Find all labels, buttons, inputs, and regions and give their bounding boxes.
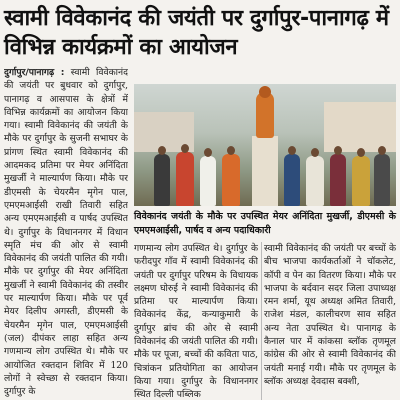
article-column-right: [264, 242, 396, 400]
news-photo: [134, 84, 396, 206]
article-text-middle: गणमान्य लोग उपस्थित थे। दुर्गापुर के फरीदपुर गाँव में स्वामी विवेकानंद की जयंती पर दुर्गापुर परिषम के विधायक लक्ष्मण घोरुई ने स्वामी विवेकानंद की प्रतिमा पर माल्यार्पण किया। विवेकानंद केंद्र, कन्याकुमारी के दुर्गापुर ब्रांच की ओर से स्वामी विवेकानंद की जयंती पालित की गयी। मौके पर पूजा, बच्चों की कविता पाठ, चित्रांकन प्रतियोगिता का आयोजन किया गया। दुर्गापुर के विधाननगर स्थित दिल्ली पब्लिक: [134, 243, 258, 400]
column-divider: [261, 242, 262, 400]
article-column-left: [4, 66, 128, 400]
article-text-left: स्वामी विवेकानंद की जयंती पर बुधवार को दुर्गापुर, पानागढ़ व आसपास के क्षेत्रों में विभिन्न कार्यक्रमों का आयोजन किया गया। स्वामी विवेकानंद की जयंती के मौके पर दुर्गापुर के सुजनी सभाघर के प्रांगण स्थित स्वामी विवेकानंद की आदमकद प्रतिमा पर मेयर अनिंदिता मुखर्जी ने माल्यार्पण किया। मौके पर डीएमसी के चेयरमैन मृगेन पाल, एमएमआईसी राखी तिवारी सहित अन्य एमएमआईसी व पार्षद उपस्थित थे। दुर्गापुर के विधाननगर में विधान स्मृति मंच की ओर से स्वामी विवेकानंद की जयंती पालित की गयी। मौके पर दुर्गापुर की मेयर अनिंदिता मुखर्जी ने स्वामी विवेकानंद की तस्वीर पर माल्यार्पण किया। मौके पर पूर्व मेयर दिलीप अगस्ती, डीएमसी के चेयरमैन मृगेन पाल, एमएमआईसी (जल) दीपंकर लाहा सहित अन्य गणमान्य लोग उपस्थित थे। मौके पर आयोजित रक्तदान शिविर में 120 लोगों ने स्वेच्छा से रक्तदान किया। दुर्गापुर के: [4, 67, 128, 398]
article-column-middle: [134, 242, 258, 400]
dateline: दुर्गापुर/पानागढ़ :: [4, 67, 65, 78]
headline: स्वामी विवेकानंद की जयंती पर दुर्गापुर-पानागढ़ में विभिन्न कार्यक्रमों का आयोजन: [4, 6, 389, 60]
photo-caption: विवेकानंद जयंती के मौके पर उपस्थित मेयर अनिंदिता मुखर्जी, डीएमसी के एमएमआईसी, पार्षद व अन्य पदाधिकारी: [134, 211, 396, 236]
article-text-right: स्वामी विवेकानंद की जयंती पर बच्चों के बीच भाजपा कार्यकर्ताओं ने चॉकलेट, कॉपी व पेन का वितरण किया। मौके पर भाजपा के बर्दवान सदर जिला उपाध्यक्ष रमन शर्मा, यूथ अध्यक्ष अमित तिवारी, राजेश मंडल, कालीचरण साव सहित अन्य नेता उपस्थित थे। पानागढ़ के कैनाल पार में कांकसा ब्लॉक तृणमूल कांग्रेस की ओर से स्वामी विवेकानंद की जयंती मनाई गयी। मौके पर तृणमूल के ब्लॉक अध्यक्ष देवदास बक्शी,: [264, 243, 396, 387]
